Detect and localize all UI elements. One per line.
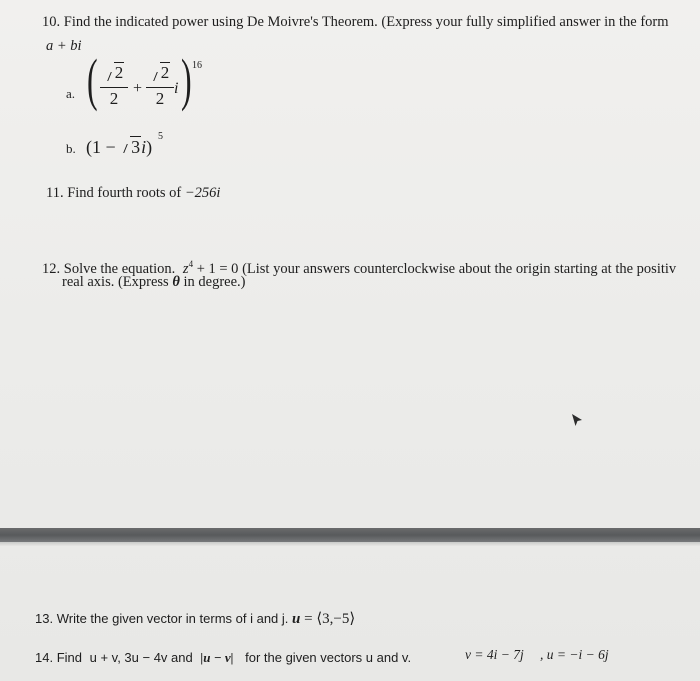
mouse-cursor-icon bbox=[570, 413, 584, 427]
question-12-line-2 bbox=[62, 273, 245, 291]
part-a-denominator-1: 2 bbox=[109, 89, 119, 108]
question-14-operations: u + v, 3u − 4v and bbox=[89, 650, 193, 665]
question-12-equation: + 1 = 0 bbox=[193, 260, 239, 277]
question-13-text: Write the given vector in terms of i and j. bbox=[56, 611, 289, 626]
part-a-plus: + bbox=[133, 80, 143, 97]
part-a-label: a. bbox=[66, 86, 76, 101]
fraction-bar bbox=[146, 87, 174, 88]
part-a-imaginary-unit: i bbox=[174, 80, 179, 97]
part-a-exponent: 16 bbox=[192, 60, 202, 71]
part-a-left-paren: ( bbox=[87, 47, 98, 112]
part-b-imaginary-unit: i bbox=[141, 137, 147, 157]
question-12-number: 12. bbox=[42, 260, 61, 277]
question-11-number: 11. bbox=[46, 185, 64, 201]
fraction-bar bbox=[100, 87, 128, 88]
part-a-radicand-2: 2 bbox=[160, 63, 170, 82]
sqrt-symbol bbox=[120, 136, 141, 158]
question-11-value: −256i bbox=[184, 185, 221, 201]
question-11 bbox=[46, 184, 220, 202]
question-10 bbox=[42, 13, 669, 31]
part-a-denominator-2: 2 bbox=[155, 89, 165, 108]
question-14-number: 14. bbox=[35, 650, 54, 665]
page-gutter-edge bbox=[0, 542, 700, 546]
part-b-expression bbox=[86, 136, 152, 158]
question-13-vector: u bbox=[292, 611, 301, 627]
part-b-radicand: 3 bbox=[131, 137, 141, 157]
theta-symbol: θ bbox=[172, 274, 180, 290]
question-13-number: 13. bbox=[35, 611, 54, 626]
question-14-u-definition: , u = −i − 6j bbox=[540, 647, 609, 662]
question-12-variable: z bbox=[182, 260, 189, 277]
question-10-text: Find the indicated power using De Moivre's Theorem. (Express your fully simplified answer in the form bbox=[63, 14, 669, 30]
sqrt-symbol bbox=[104, 64, 125, 82]
part-b-open: (1 − bbox=[86, 137, 121, 157]
sqrt-symbol bbox=[150, 64, 171, 82]
part-a-fraction-2 bbox=[145, 64, 175, 108]
part-b-close: ) bbox=[146, 137, 153, 157]
question-14-magnitude: |u − v| bbox=[200, 650, 234, 665]
question-10-answer-form: a + bi bbox=[46, 38, 82, 54]
part-a-right-paren: ) bbox=[181, 47, 192, 112]
question-10-number: 10. bbox=[42, 14, 61, 30]
question-14-text-a: Find bbox=[56, 650, 82, 665]
part-a-radicand-1: 2 bbox=[114, 63, 124, 82]
part-b-label: b. bbox=[66, 141, 76, 156]
question-12-instructions: (List your answers counterclockwise about the origin starting at the positiv bbox=[238, 260, 677, 277]
question-12-line-2-b: in degree.) bbox=[179, 274, 246, 290]
question-11-text: Find fourth roots of bbox=[67, 185, 182, 201]
page-gutter bbox=[0, 528, 700, 542]
question-14-v-definition: v = 4i − 7j bbox=[465, 647, 524, 662]
question-14-text-b: for the given vectors u and v. bbox=[245, 650, 412, 665]
question-13-value: = ⟨3,−5⟩ bbox=[300, 611, 356, 627]
question-12-line-2-a: real axis. (Express bbox=[62, 274, 173, 290]
question-12-exponent: 4 bbox=[188, 259, 194, 269]
question-13 bbox=[35, 610, 355, 628]
part-b-exponent: 5 bbox=[158, 131, 163, 142]
part-a-fraction-1 bbox=[99, 64, 129, 108]
question-14 bbox=[35, 649, 411, 667]
question-12-text: Solve the equation. bbox=[63, 260, 176, 277]
